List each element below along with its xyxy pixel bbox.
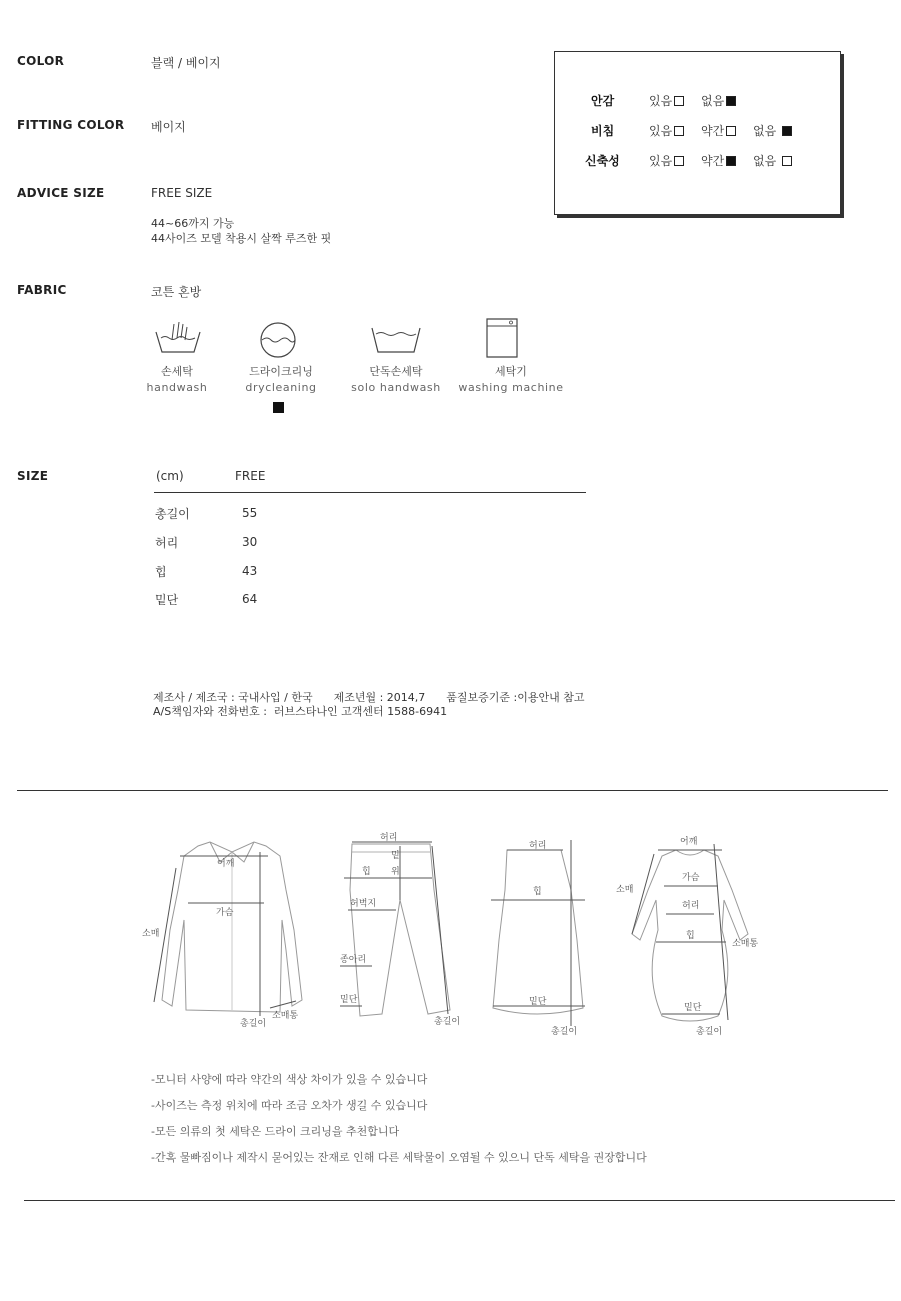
sheer-opt-yes: 있음 [649, 122, 684, 139]
shirt-diagram [140, 830, 310, 1030]
stretch-opt-slight: 약간 [701, 152, 736, 169]
skirt-hip-label: 힙 [533, 887, 542, 897]
size-row-name: 총길이 [155, 507, 190, 521]
advice-size-note-1: 44~66까지 가능 [151, 217, 235, 230]
advice-size-label: ADVICE SIZE [17, 186, 105, 200]
skirt-hem-label: 밑단 [529, 997, 547, 1007]
care-washing-machine: 세탁기 washing machine [458, 365, 564, 394]
shirt-length-label: 총길이 [240, 1019, 267, 1029]
care-solo-handwash: 단독손세탁 solo handwash [351, 365, 441, 394]
garment-options-box [554, 51, 841, 215]
fabric-label: FABRIC [17, 283, 67, 297]
checkbox-checked-icon [726, 156, 736, 166]
checkbox-icon [782, 156, 792, 166]
size-row-value: 64 [242, 592, 258, 606]
lining-opt-yes: 있음 [649, 92, 684, 109]
dress-sleeve-label: 소매 [616, 885, 634, 895]
checkbox-checked-icon [726, 96, 736, 106]
fitting-color-value: 베이지 [151, 120, 186, 134]
skirt-waist-label: 허리 [529, 841, 547, 851]
size-row-name: 힙 [155, 565, 167, 579]
dress-cuff-label: 소매통 [732, 939, 759, 949]
manufacturer-line-1: 제조사 / 제조국 : 국내사입 / 한국 제조년월 : 2014,7 품질보증기준 :이용안내 참고 [153, 691, 585, 704]
pants-waist-label: 허리 [380, 833, 398, 843]
size-row-value: 55 [242, 506, 258, 520]
solo-handwash-icon [368, 322, 424, 356]
pants-thigh-label: 허벅지 [350, 899, 377, 909]
selected-marker-icon [273, 402, 284, 413]
dress-length-label: 총길이 [696, 1027, 723, 1037]
fabric-value: 코튼 혼방 [151, 285, 202, 299]
dress-diagram [610, 830, 770, 1040]
size-label: SIZE [17, 469, 49, 483]
checkbox-icon [674, 96, 684, 106]
shirt-chest-label: 가슴 [216, 908, 234, 918]
dress-shoulder-label: 어깨 [680, 837, 698, 847]
pants-diagram [330, 830, 470, 1030]
checkbox-icon [726, 126, 736, 136]
advice-size-note-2: 44사이즈 모델 착용시 살짝 루즈한 핏 [151, 232, 332, 245]
size-column-free: FREE [235, 469, 266, 483]
handwash-icon [150, 318, 206, 358]
stretch-opt-no: 없음 [753, 152, 792, 169]
care-handwash: 손세탁 handwash [146, 365, 208, 394]
shirt-cuff-label: 소매통 [272, 1011, 299, 1021]
note-item: -모니터 사양에 따라 약간의 색상 차이가 있을 수 있습니다 [151, 1073, 428, 1086]
checkbox-icon [674, 126, 684, 136]
advice-size-value: FREE SIZE [151, 186, 213, 200]
color-label: COLOR [17, 54, 65, 68]
footer-divider [24, 1200, 895, 1201]
note-item: -간혹 물빠짐이나 제작시 묻어있는 잔재로 인해 다른 세탁물이 오염될 수 있으니 단독 세탁을 권장합니다 [151, 1151, 647, 1164]
sheer-opt-slight: 약간 [701, 122, 736, 139]
dress-chest-label: 가슴 [682, 873, 700, 883]
stretch-name: 신축성 [585, 154, 620, 168]
pants-rise-label-2: 위 [391, 867, 400, 877]
stretch-opt-yes: 있음 [649, 152, 684, 169]
checkbox-icon [674, 156, 684, 166]
note-item: -사이즈는 측정 위치에 따라 조금 오차가 생길 수 있습니다 [151, 1099, 428, 1112]
pants-rise-label-1: 밑 [391, 851, 400, 861]
skirt-length-label: 총길이 [551, 1027, 578, 1037]
checkbox-checked-icon [782, 126, 792, 136]
fitting-color-label: FITTING COLOR [17, 118, 125, 132]
size-table-divider [154, 492, 586, 493]
lining-opt-no: 없음 [701, 92, 736, 109]
sheer-name: 비침 [591, 124, 615, 138]
manufacturer-line-2: A/S책임자와 전화번호 : 러브스타나인 고객센터 1588-6941 [153, 705, 448, 718]
size-unit: (cm) [156, 469, 184, 483]
shirt-shoulder-label: 어깨 [217, 859, 235, 869]
color-value: 블랙 / 베이지 [151, 56, 221, 70]
note-item: -모든 의류의 첫 세탁은 드라이 크리닝을 추천합니다 [151, 1125, 400, 1138]
size-row-name: 허리 [155, 536, 179, 550]
dress-hem-label: 밑단 [684, 1003, 702, 1013]
size-row-value: 30 [242, 535, 258, 549]
size-row-value: 43 [242, 564, 258, 578]
washing-machine-icon [484, 317, 522, 359]
drycleaning-icon [257, 320, 299, 360]
pants-hip-label: 힙 [362, 867, 371, 877]
pants-hem-label: 밑단 [340, 995, 358, 1005]
shirt-sleeve-label: 소매 [142, 929, 160, 939]
care-drycleaning: 드라이크리닝 drycleaning [245, 365, 317, 394]
dress-hip-label: 힙 [686, 931, 695, 941]
section-divider [17, 790, 888, 791]
skirt-diagram [485, 830, 595, 1040]
pants-calf-label: 종아리 [340, 955, 367, 965]
pants-length-label: 총길이 [434, 1017, 461, 1027]
lining-name: 안감 [591, 94, 615, 108]
size-row-name: 밑단 [155, 593, 179, 607]
sheer-opt-no: 없음 [753, 122, 792, 139]
dress-waist-label: 허리 [682, 901, 700, 911]
